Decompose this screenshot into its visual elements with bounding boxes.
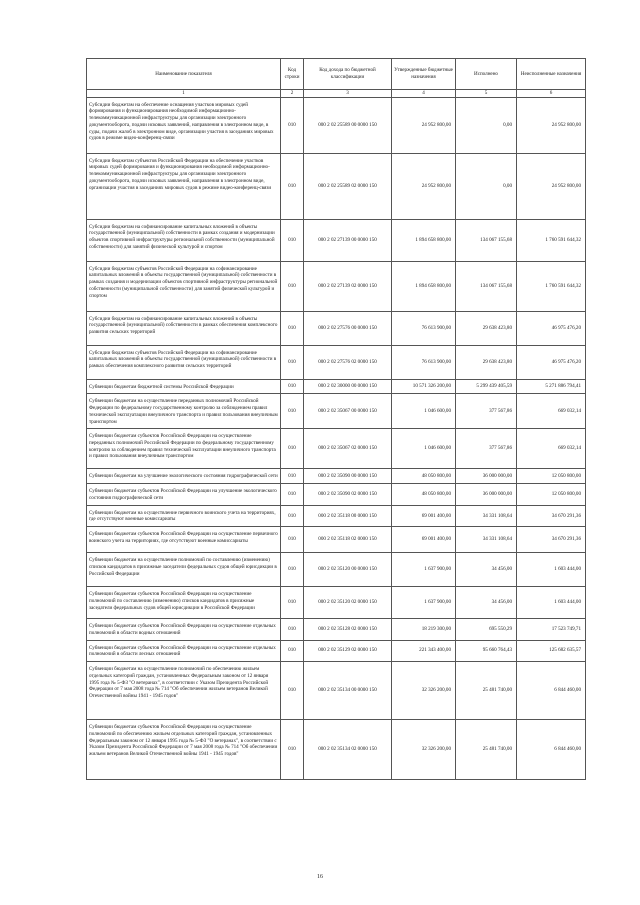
row-approved: 1 894 658 800,00 (392, 219, 456, 261)
row-remaining: 17 523 749,71 (517, 619, 586, 640)
row-income-code: 000 2 02 35090 00 0000 150 (304, 469, 392, 484)
row-remaining: 669 032,14 (517, 429, 586, 469)
row-approved: 10 571 326 200,00 (392, 379, 456, 394)
row-executed: 95 660 764,43 (456, 640, 517, 661)
row-name: Субвенции бюджетам субъектов Российской Федерации на улучшение экологического состояния гидрографической сети (87, 484, 281, 505)
row-income-code: 000 2 02 35067 02 0000 150 (304, 429, 392, 469)
row-income-code: 000 2 02 35128 02 0000 150 (304, 619, 392, 640)
page-number: 16 (317, 874, 323, 880)
row-approved: 1 046 600,00 (392, 429, 456, 469)
row-remaining: 46 975 476,20 (517, 311, 586, 345)
row-income-code: 000 2 02 30000 00 0000 150 (304, 379, 392, 394)
row-line-code: 010 (281, 219, 304, 261)
header-income-code: Код дохода по бюджетной классификации (304, 59, 392, 90)
row-name: Субвенции бюджетам на улучшение экологического состояния гидрографической сети (87, 469, 281, 484)
row-executed: 34 331 108,64 (456, 505, 517, 526)
row-approved: 69 001 400,00 (392, 527, 456, 553)
table-row (87, 153, 586, 219)
budget-execution-table (86, 58, 586, 780)
row-executed: 34 456,00 (456, 587, 517, 619)
table-row (87, 394, 586, 429)
column-number: 2 (281, 90, 304, 98)
row-executed: 34 331 108,64 (456, 527, 517, 553)
row-executed: 36 000 000,00 (456, 484, 517, 505)
row-income-code: 000 2 02 35118 02 0000 150 (304, 527, 392, 553)
row-name: Субвенции бюджетам на осуществление полномочий по обеспечению жильем отдельных категорий граждан, установленных Федеральным законом от 12 января 1995 года № 5-ФЗ "О ветеранах", в соответствии с Указом Президента Российской Федерации от 7 мая 2008 года № 714 "Об обеспечении жильем ветеранов Великой Отечественной войны 1941 - 1945 годов" (87, 662, 281, 720)
row-executed: 0,00 (456, 153, 517, 219)
table-row (87, 379, 586, 394)
header-approved: Утвержденные бюджетные назначения (392, 59, 456, 90)
row-remaining: 1 760 591 644,32 (517, 261, 586, 311)
table-row (87, 720, 586, 780)
row-line-code: 010 (281, 553, 304, 587)
row-remaining: 6 844 460,00 (517, 662, 586, 720)
column-number: 3 (304, 90, 392, 98)
row-remaining: 1 603 444,00 (517, 587, 586, 619)
row-name: Субсидии бюджетам субъектов Российской Федерации на софинансирование капитальных вложений в объекты государственной (муниципальной) собственности в рамках обеспечения комплексного развития сельских территорий (87, 345, 281, 379)
row-executed: 0,00 (456, 97, 517, 153)
row-approved: 1 637 900,00 (392, 587, 456, 619)
row-line-code: 010 (281, 527, 304, 553)
row-line-code: 010 (281, 153, 304, 219)
column-number: 5 (456, 90, 517, 98)
row-line-code: 010 (281, 429, 304, 469)
row-executed: 29 638 423,80 (456, 311, 517, 345)
row-remaining: 125 682 635,57 (517, 640, 586, 661)
row-name: Субвенции бюджетам субъектов Российской Федерации на осуществление полномочий по обеспечению жильем отдельных категорий граждан, установленных Федеральным законом от 12 января 1995 года № 5-ФЗ "О ветеранах", в соответствии с Указом Президента Российской Федерации от 7 мая 2008 года № 714 "Об обеспечении жильем ветеранов Великой Отечественной войны 1941 - 1945 годов" (87, 720, 281, 780)
row-approved: 1 046 600,00 (392, 394, 456, 429)
row-line-code: 010 (281, 484, 304, 505)
header-line-code: Код строки (281, 59, 304, 90)
row-income-code: 000 2 02 35134 00 0000 150 (304, 662, 392, 720)
row-line-code: 010 (281, 505, 304, 526)
row-name: Субсидии бюджетам на софинансирование капитальных вложений в объекты государственной (муниципальной) собственности в рамках обеспечения комплексного развития сельских территорий (87, 311, 281, 345)
column-number: 1 (87, 90, 281, 98)
table-row (87, 527, 586, 553)
row-line-code: 010 (281, 640, 304, 661)
row-remaining: 5 271 886 794,41 (517, 379, 586, 394)
row-name: Субвенции бюджетам субъектов Российской Федерации на осуществление первичного воинского учета на территориях, где отсутствуют военные комиссариаты (87, 527, 281, 553)
row-name: Субвенции бюджетам бюджетной системы Российской Федерации (87, 379, 281, 394)
row-remaining: 12 050 800,00 (517, 484, 586, 505)
row-income-code: 000 2 02 25589 02 0000 150 (304, 153, 392, 219)
row-executed: 377 567,86 (456, 429, 517, 469)
row-executed: 25 481 740,00 (456, 720, 517, 780)
row-executed: 5 299 439 405,59 (456, 379, 517, 394)
row-executed: 695 550,29 (456, 619, 517, 640)
row-remaining: 46 975 476,20 (517, 345, 586, 379)
row-name: Субсидии бюджетам субъектов Российской Федерации на софинансирование капитальных вложений в объекты государственной (муниципальной) собственности в рамках создания и модернизации объектов спортивной инфраструктуры региональной собственности (муниципальной собственности) для занятий физической культурой и спортом (87, 261, 281, 311)
row-name: Субсидии бюджетам субъектов Российской Федерации на обеспечение участков мировых судей формирования и функционирования необходимой информационно-телекоммуникационной инфраструктуры для организации электронного документооборота, подачи исковых заявлений, направления в электронном виде, организации участия в заседаниях мировых судов в режиме видео-конференц-связи (87, 153, 281, 219)
column-number: 6 (517, 90, 586, 98)
row-approved: 32 326 200,00 (392, 662, 456, 720)
row-approved: 24 952 800,00 (392, 153, 456, 219)
row-income-code: 000 2 02 27576 02 0000 150 (304, 345, 392, 379)
table-row (87, 261, 586, 311)
table-row (87, 505, 586, 526)
row-approved: 76 613 900,00 (392, 345, 456, 379)
row-executed: 134 067 155,68 (456, 261, 517, 311)
row-income-code: 000 2 02 27139 00 0000 150 (304, 219, 392, 261)
row-income-code: 000 2 02 35118 00 0000 150 (304, 505, 392, 526)
column-number-row (87, 90, 586, 98)
row-income-code: 000 2 02 27576 00 0000 150 (304, 311, 392, 345)
row-name: Субвенции бюджетам на осуществление первичного воинского учета на территориях, где отсутствуют военные комиссариаты (87, 505, 281, 526)
table-row (87, 662, 586, 720)
table-row (87, 484, 586, 505)
row-approved: 1 637 900,00 (392, 553, 456, 587)
table-row (87, 619, 586, 640)
header-executed: Исполнено (456, 59, 517, 90)
row-income-code: 000 2 02 35090 02 0000 150 (304, 484, 392, 505)
table-header-row (87, 59, 586, 90)
report-page (86, 58, 585, 780)
table-row (87, 311, 586, 345)
table-row (87, 640, 586, 661)
row-remaining: 34 670 291,36 (517, 505, 586, 526)
row-remaining: 669 032,14 (517, 394, 586, 429)
row-name: Субвенции бюджетам субъектов Российской Федерации на осуществление отдельных полномочий в области лесных отношений (87, 640, 281, 661)
row-income-code: 000 2 02 27139 02 0000 150 (304, 261, 392, 311)
row-executed: 34 456,00 (456, 553, 517, 587)
row-remaining: 1 603 444,00 (517, 553, 586, 587)
row-line-code: 010 (281, 394, 304, 429)
row-income-code: 000 2 02 35067 00 0000 150 (304, 394, 392, 429)
table-row (87, 587, 586, 619)
table-row (87, 469, 586, 484)
row-line-code: 010 (281, 261, 304, 311)
row-name: Субсидии бюджетам на обеспечение оснащения участков мировых судей формирования и функционирования необходимой информационно-телекоммуникационной инфраструктуры для организации электронного документооборота, подачи исковых заявлений, направления в электронном виде, в суды, подачи жалоб в электронном виде, организации участия в заседаниях мировых судов в режиме видео-конференц-связи (87, 97, 281, 153)
header-remaining: Неисполненные назначения (517, 59, 586, 90)
row-executed: 25 481 740,00 (456, 662, 517, 720)
row-line-code: 010 (281, 619, 304, 640)
row-approved: 1 894 658 800,00 (392, 261, 456, 311)
row-remaining: 12 050 800,00 (517, 469, 586, 484)
row-remaining: 6 844 460,00 (517, 720, 586, 780)
row-remaining: 24 952 800,00 (517, 153, 586, 219)
row-line-code: 010 (281, 97, 304, 153)
column-number: 4 (392, 90, 456, 98)
row-remaining: 34 670 291,36 (517, 527, 586, 553)
table-row (87, 553, 586, 587)
row-remaining: 1 760 591 644,32 (517, 219, 586, 261)
row-approved: 18 219 300,00 (392, 619, 456, 640)
row-executed: 377 567,86 (456, 394, 517, 429)
row-income-code: 000 2 02 35129 02 0000 150 (304, 640, 392, 661)
table-row (87, 429, 586, 469)
row-executed: 36 000 000,00 (456, 469, 517, 484)
row-line-code: 010 (281, 311, 304, 345)
table-row (87, 345, 586, 379)
row-name: Субвенции бюджетам на осуществление переданных полномочий Российской Федерации по федеральному государственному контролю за соблюдением правил технической эксплуатации внеуличного транспорта и правил пользования внеуличным транспортом (87, 394, 281, 429)
row-income-code: 000 2 02 35134 02 0000 150 (304, 720, 392, 780)
row-line-code: 010 (281, 720, 304, 780)
row-name: Субвенции бюджетам на осуществление полномочий по составлению (изменению) списков кандидатов в присяжные заседатели федеральных судов общей юрисдикции в Российской Федерации (87, 553, 281, 587)
row-approved: 69 001 400,00 (392, 505, 456, 526)
row-name: Субсидии бюджетам на софинансирование капитальных вложений в объекты государственной (муниципальной) собственности в рамках создания и модернизации объектов спортивной инфраструктуры региональной собственности (муниципальной собственности) для занятий физической культурой и спортом (87, 219, 281, 261)
row-approved: 48 050 800,00 (392, 484, 456, 505)
row-name: Субвенции бюджетам субъектов Российской Федерации на осуществление полномочий по составлению (изменению) списков кандидатов в присяжные заседатели федеральных судов общей юрисдикции в Российской Федерации (87, 587, 281, 619)
row-approved: 32 326 200,00 (392, 720, 456, 780)
row-name: Субвенции бюджетам субъектов Российской Федерации на осуществление отдельных полномочий в области водных отношений (87, 619, 281, 640)
table-row (87, 219, 586, 261)
row-income-code: 000 2 02 25589 00 0000 150 (304, 97, 392, 153)
row-income-code: 000 2 02 35120 02 0000 150 (304, 587, 392, 619)
row-approved: 76 613 900,00 (392, 311, 456, 345)
row-remaining: 24 952 800,00 (517, 97, 586, 153)
row-line-code: 010 (281, 662, 304, 720)
row-approved: 48 050 800,00 (392, 469, 456, 484)
row-executed: 134 067 155,68 (456, 219, 517, 261)
row-line-code: 010 (281, 379, 304, 394)
row-executed: 29 638 423,80 (456, 345, 517, 379)
table-body (87, 97, 586, 779)
row-line-code: 010 (281, 469, 304, 484)
row-line-code: 010 (281, 587, 304, 619)
row-income-code: 000 2 02 35120 00 0000 150 (304, 553, 392, 587)
table-row (87, 97, 586, 153)
row-name: Субвенции бюджетам субъектов Российской Федерации на осуществление переданных полномочий Российской Федерации по федеральному государственному контролю за соблюдением правил технической эксплуатации внеуличного транспорта и правил пользования внеуличным транспортом (87, 429, 281, 469)
row-line-code: 010 (281, 345, 304, 379)
header-name: Наименование показателя (87, 59, 281, 90)
row-approved: 24 952 800,00 (392, 97, 456, 153)
row-approved: 221 343 400,00 (392, 640, 456, 661)
